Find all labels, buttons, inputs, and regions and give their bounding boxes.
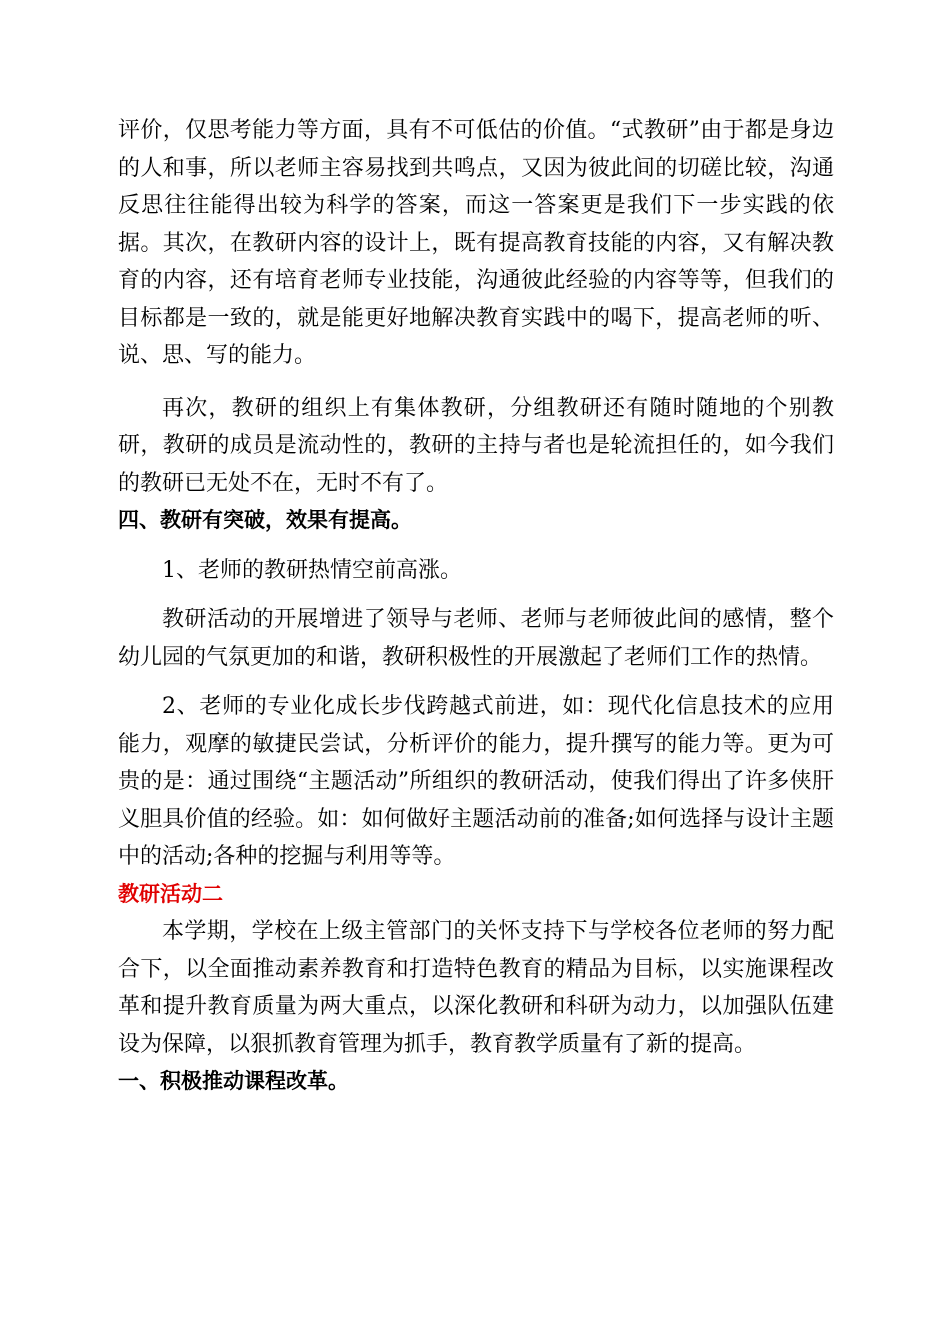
heading-curriculum-reform: 一、积极推动课程改革。 [118, 1069, 349, 1093]
paragraph-evaluation: 评价，仅思考能力等方面，具有不可低估的价值。“式教研”由于都是身边的人和事，所以老师主容易找到共鸣点，又因为彼此间的切磋比较，沟通反思往往能得出较为科学的答案，而这一答案更是我们下一步实践的依据。其次，在教研内容的设计上，既有提高教育技能的内容，又有解决教育的内容，还有培育老师专业技能，沟通彼此经验的内容等等，但我们的目标都是一致的，就是能更好地解决教育实践中的喝下，提高老师的听、说、思、写的能力。 [118, 118, 834, 368]
paragraph-professional-growth: 2、老师的专业化成长步伐跨越式前进，如：现代化信息技术的应用能力，观摩的敏捷民尝试，分析评价的能力，提升撰写的能力等。更为可贵的是：通过围绕“主题活动”所组织的教研活动，使我们得出了许多侠肝义胆具价值的经验。如：如何做好主题活动前的准备;如何选择与设计主题中的活动;各种的挖掘与利用等等。 [118, 694, 834, 869]
paragraph-relationships: 教研活动的开展增进了领导与老师、老师与老师彼此间的感情，整个幼儿园的气氛更加的和谐，教研积极性的开展激起了老师们工作的热情。 [118, 607, 834, 670]
paragraph-semester-summary: 本学期，学校在上级主管部门的关怀支持下与学校各位老师的努力配合下，以全面推动素养教育和打造特色教育的精品为目标，以实施课程改革和提升教育质量为两大重点，以深化教研和科研为动力，以加强队伍建设为保障，以狠抓教育管理为抓手，教育教学质量有了新的提高。 [118, 919, 834, 1057]
document-page [118, 112, 834, 1101]
paragraph-organization: 再次，教研的组织上有集体教研，分组教研还有随时随地的个别教研，教研的成员是流动性的，教研的主持与者也是轮流担任的，如今我们的教研已无处不在，无时不有了。 [118, 395, 834, 496]
section-title: 教研活动二 [118, 881, 223, 906]
list-item-enthusiasm: 1、老师的教研热情空前高涨。 [162, 557, 462, 583]
heading-research-breakthrough: 四、教研有突破，效果有提高。 [118, 508, 412, 532]
